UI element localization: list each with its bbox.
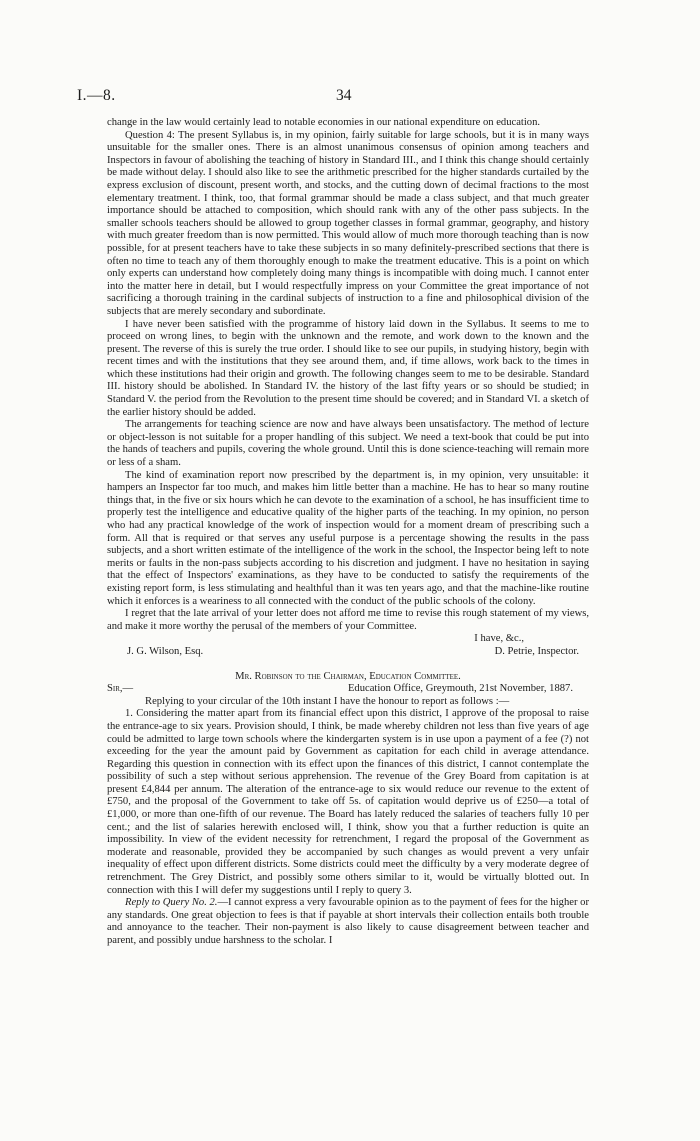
paragraph: The arrangements for teaching science are now and have always been unsatisfactory. The method of lecture or object-lesson is not suitable for a proper handling of this subject. We need a text-book that could be put into the hands of teachers and pupils, covering the whole ground. Until this is done science-teaching will remain more or less of a sham.: [107, 419, 589, 469]
reply-label: Reply to Query No. 2.: [125, 897, 218, 909]
page-number: 34: [336, 87, 352, 104]
letter-title: Mr. Robinson to the Chairman, Education Committee.: [235, 670, 461, 682]
salutation-row: [107, 683, 589, 696]
paragraph: I have never been satisfied with the programme of history laid down in the Syllabus. It seems to me to proceed on wrong lines, to begin with the unknown and the remote, and work down to the known and the present. The reverse of this is surely the true order. I should like to see our pupils, in studying history, begin with recent times and with the institutions that they see around them, and, if time allows, work back to the times in which these institutions had their origin and growth. The following changes seem to me to be desirable. Standard III. history should be abolished. In Standard IV. the history of the last fifty years or so should be studied; in Standard V. the period from the Revolution to the present time should be covered; and in Standard VI. a sketch of the earlier history should be added.: [107, 318, 589, 418]
signatory: D. Petrie, Inspector.: [494, 645, 579, 657]
document-body: [107, 117, 589, 948]
addressee: J. G. Wilson, Esq.: [127, 645, 204, 657]
paragraph: change in the law would certainly lead to notable economies in our national expenditure on education.: [107, 117, 541, 128]
reply-text: —I cannot express a very favourable opinion as to the payment of fees for the higher or any standards. One great objection to fees is that if payable at short intervals their collection entails both trouble and annoyance to the teacher. Their non-payment is also likely to cause disagreement between teacher and parent, and possibly undue harshness to the scholar. I: [107, 897, 589, 946]
paragraph: I regret that the late arrival of your letter does not afford me time to revise this rough statement of my views, and make it more worthy the perusal of the members of your Committee.: [107, 608, 589, 632]
paragraph: Question 4: The present Syllabus is, in my opinion, fairly suitable for large schools, but it is in many ways unsuitable for the smaller ones. There is an almost unanimous consensus of opinion among teachers and Inspectors in favour of abolishing the teaching of history in Standard III., and I think this change should certainly be made without delay. I should also like to see the arithmetic prescribed for the higher standards curtailed by the express exclusion of discount, present worth, and stocks, and the cutting down of decimal fractions to the most elementary treatment. I think, too, that formal grammar should be made a class subject, and that much greater importance should be attached to composition, which should rank with any of the other pass subjects. In the smaller schools teachers should be allowed to group together classes in formal grammar, geography, and history with much greater freedom than is now permitted. This would allow of much more thorough teaching than is now possible, for at present teachers have to take these subjects in so many definitely-prescribed sections that there is often no time to teach any of them thoroughly enough to make the treatment educative. This is a point on which only experts can understand how completely doing many things is incompatible with doing much. I cannot enter into the matter here in detail, but I would respectfully impress on your Committee the great importance of not sacrificing a thorough training in the cardinal subjects of instruction to a fine and philosophical division of the subjects that are merely secondary and subordinate.: [107, 129, 590, 317]
signature-line: [107, 646, 589, 659]
letter-intro: Replying to your circular of the 10th instant I have the honour to report as follows :—: [145, 695, 510, 707]
letter-address: Education Office, Greymouth, 21st November, 1887.: [347, 683, 573, 695]
paragraph: The kind of examination report now prescribed by the department is, in my opinion, very unsuitable: it hampers an Inspector far too much, and makes him little better than a machine. He has to hear so many routine things that, in the five or six hours which he can devote to the examination of a school, he has insufficient time to properly test the intelligence and educative quality of the higher parts of the teaching. In my opinion, no person who had any practical knowledge of the work of inspection would for a moment dream of prescribing such a form. All that is required or that serves any useful purpose is a percentage showing the results in the pass subjects, and a short written estimate of the intelligence of the work in the school, the Inspector being left to note merits or faults in the non-pass subjects according to his discretion and judgment. I have no hesitation in saying that the effect of Inspectors' examinations, as they have to be conducted to satisfy the requirements of the existing report form, is less stimulating and healthful than it was ten years ago, and that the machine-like routine which it enforces is a weariness to all connected with the conduct of the public schools of the colony.: [107, 469, 589, 607]
paragraph: 1. Considering the matter apart from its financial effect upon this district, I approve of the proposal to raise the entrance-age to six years. Provision should, I think, be made whereby children not less than five years of age could be admitted to large town schools where the kindergarten system is in use upon a payment of a fee (?) not exceeding for the year the amount paid by Government as capitation for each child in average attendance. Regarding this question in connection with its effect upon the finances of this district, I cannot contemplate the possibility of such a step without serious apprehension. The revenue of the Grey Board from capitation is at present £4,844 per annum. The alteration of the entrance-age to six would reduce our revenue to the extent of £750, and the proposal of the Government to take off 5s. of capitation would deprive us of £250—a total of £1,000, or more than one-fifth of our revenue. The Board has lately reduced the salaries of teachers fully 10 per cent.; and the list of salaries herewith enclosed will, I think, show you that a further reduction is quite an impossibility. In view of the evident necessity for retrenchment, I regard the proposal of the Government as moderate and reasonable, provided they be accompanied by such changes as would prevent a very unfair inequality of effect upon different districts. Some districts could meet the difficulty by a very moderate degree of retrenchment. The Grey District, and possibly some others similar to it, would be virtually blotted out. In connection with this I will defer my suggestions until I reply to query 3.: [107, 708, 589, 896]
report-reference: I.—8.: [77, 87, 116, 104]
salutation: Sir,—: [107, 683, 134, 695]
paragraph: [107, 897, 589, 947]
closing-have: I have, &c.,: [474, 633, 524, 645]
